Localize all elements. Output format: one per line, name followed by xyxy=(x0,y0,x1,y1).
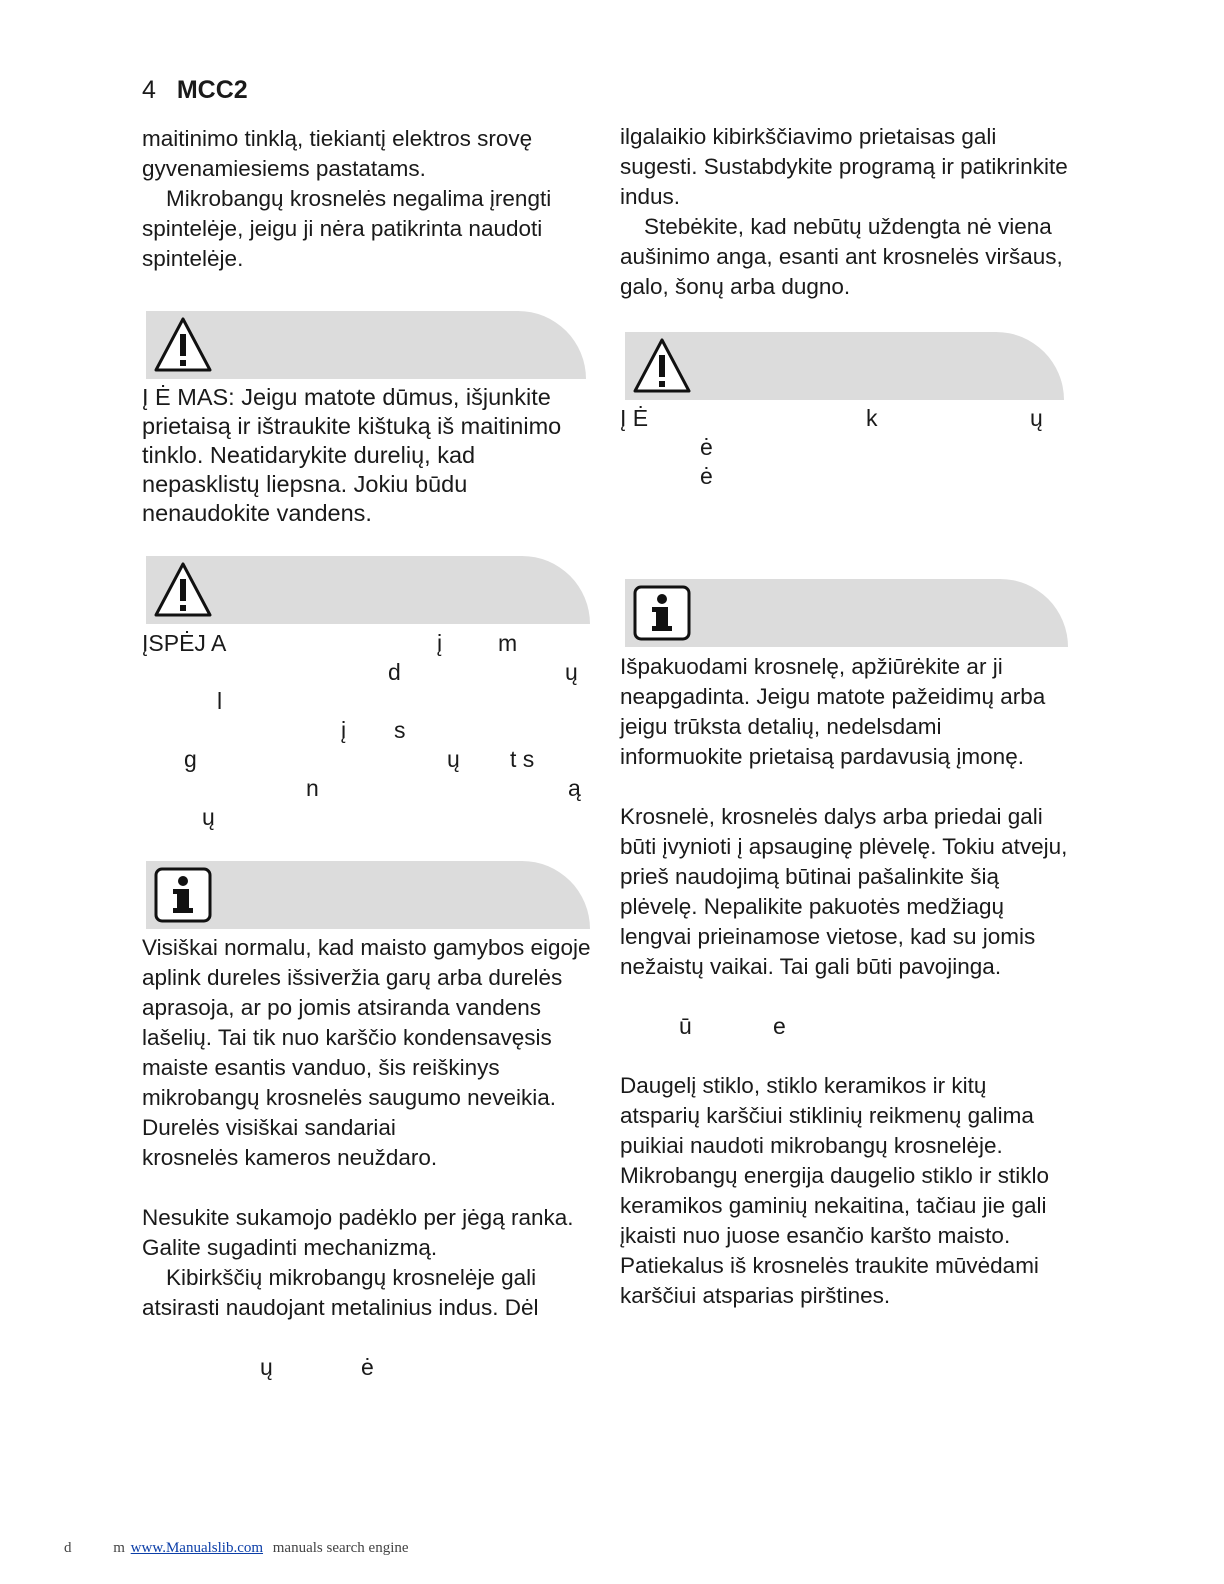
right-paragraph-1: ilgalaikio kibirkščiavimo prietaisas gali sugesti. Sustabdykite programą ir patikrinkite indus. xyxy=(620,124,1068,209)
right-column-intro xyxy=(620,122,1070,302)
footer-prefix-d: d xyxy=(64,1540,72,1556)
warning-2-fragment: n xyxy=(306,775,319,801)
warning-3-fragment: ų xyxy=(1030,405,1043,431)
right-column-glass xyxy=(620,1071,1070,1311)
warning-2-fragment: ĮSPĖJ A xyxy=(142,630,227,656)
footer xyxy=(64,1540,409,1557)
left-paragraph-2: Mikrobangų krosnelės negalima įrengti spintelėje, jeigu ji nėra patikrinta naudoti spintelėje. xyxy=(142,186,552,271)
warning-3-fragment: ė xyxy=(700,434,713,460)
warning-2-fragment: ų xyxy=(202,804,215,830)
right-paragraph-2: Stebėkite, kad nebūtų uždengta nė viena aušinimo anga, esanti ant krosnelės viršaus, galo, šonų arba dugno. xyxy=(620,214,1063,299)
left-column-intro xyxy=(142,124,592,274)
page-number: 4 xyxy=(142,76,156,104)
manualslib-link[interactable]: www.Manualslib.com xyxy=(130,1540,264,1556)
warning-3-fragment: ė xyxy=(700,463,713,489)
warning-2-fragment: ų xyxy=(565,659,578,685)
info-2-text: Išpakuodami krosnelę, apžiūrėkite ar ji neapgadinta. Jeigu matote pažeidimų arba jeigu trūksta detalių, nedelsdami informuokite prietaisą pardavusią įmonę. xyxy=(620,654,1046,769)
warning-2-fragment: į xyxy=(341,717,347,743)
info-icon xyxy=(152,865,214,925)
warning-3-fragment: Į Ė xyxy=(620,405,649,431)
warning-2-fragment: į xyxy=(437,630,443,656)
footer-suffix: manuals search engine xyxy=(272,1540,409,1556)
right-column-lower xyxy=(620,652,1070,982)
warning-banner-1 xyxy=(146,311,586,379)
warning-1-text: Į Ė MAS: Jeigu matote dūmus, išjunkite prietaisą ir ištraukite kištuką iš maitinimo tinklo. Neatidarykite durelių, kad nepasklistų liepsna. Jokiu būdu nenaudokite vandens. xyxy=(142,384,562,526)
warning-2-fragment: s xyxy=(394,717,406,743)
warning-2-fragment: d xyxy=(388,659,401,685)
warning-2-fragment: ų xyxy=(447,746,460,772)
warning-2-fragment: m xyxy=(498,630,518,656)
heading-fragment: ū xyxy=(679,1013,692,1039)
model-title: MCC2 xyxy=(176,76,248,104)
warning-2-fragment: ą xyxy=(568,775,581,801)
left-paragraph-4: Kibirkščių mikrobangų krosnelėje gali atsirasti naudojant metalinius indus. Dėl xyxy=(142,1265,539,1320)
left-paragraph-1: maitinimo tinklą, tiekiantį elektros srovę gyvenamiesiems pastatams. xyxy=(142,126,533,181)
footer-prefix-m: m xyxy=(113,1540,125,1556)
warning-triangle-icon xyxy=(631,336,693,396)
info-text-1 xyxy=(142,933,592,1323)
info-banner-1 xyxy=(146,861,590,929)
warning-3-fragment: k xyxy=(866,405,878,431)
info-icon xyxy=(631,583,693,643)
warning-text-1 xyxy=(142,383,592,528)
left-p4-fragment: ė xyxy=(361,1354,374,1380)
info-banner-2 xyxy=(625,579,1068,647)
left-paragraph-3: Nesukite sukamojo padėklo per jėgą ranka. Galite sugadinti mechanizmą. xyxy=(142,1205,574,1260)
warning-banner-2 xyxy=(146,556,590,624)
warning-2-fragment: g xyxy=(184,746,197,772)
warning-triangle-icon xyxy=(152,560,214,620)
warning-2-fragment: t s xyxy=(510,746,535,772)
heading-fragment: e xyxy=(773,1013,786,1039)
right-paragraph-3: Krosnelė, krosnelės dalys arba priedai gali būti įvynioti į apsauginę plėvelę. Tokiu atveju, prieš naudojimą būtinai pašalinkite šią plėvelę. Nepalikite pakuotės medžiagų lengvai prieinamose vietose, kad su jomis nežaistų vaikai. Tai gali būti pavojinga. xyxy=(620,804,1068,979)
warning-2-fragment: l xyxy=(217,688,223,714)
warning-banner-3 xyxy=(625,332,1064,400)
right-paragraph-4: Daugelį stiklo, stiklo keramikos ir kitų atsparių karščiui stiklinių reikmenų galima puikiai naudoti mikrobangų krosnelėje. Mikrobangų energija daugelio stiklo ir stiklo keramikos gaminių nekaitina, tačiau jie gali įkaisti nuo juose esančio karšto maisto. Patiekalus iš krosnelės traukite mūvėdami karščiui atsparias pirštines. xyxy=(620,1073,1049,1308)
info-1-text: Visiškai normalu, kad maisto gamybos eigoje aplink dureles išsiveržia garų arba durelės aprasoja, ar po jomis atsiranda vandens lašelių. Tai tik nuo karščio kondensavęsis maiste esantis vanduo, šis reiškinys mikrobangų krosnelės saugumo neveikia. Durelės visiškai sandariai xyxy=(142,935,591,1140)
left-p4-fragment: ų xyxy=(260,1354,273,1380)
info-1-end: krosnelės kameros neuždaro. xyxy=(142,1145,438,1170)
page-header xyxy=(142,76,248,105)
warning-triangle-icon xyxy=(152,315,214,375)
